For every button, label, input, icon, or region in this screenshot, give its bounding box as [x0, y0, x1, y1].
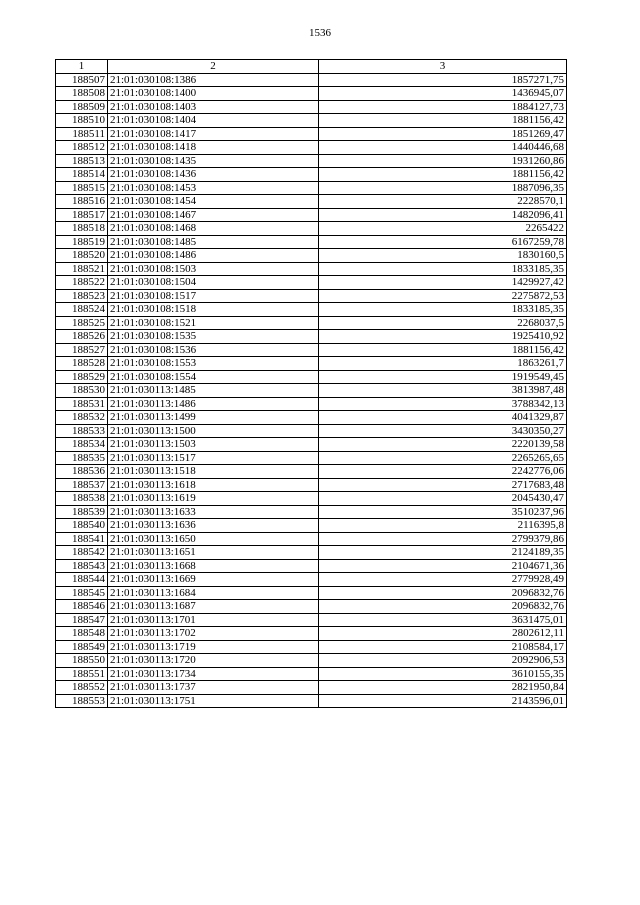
value-cell: 1881156,42 [319, 168, 567, 182]
table-row [56, 505, 567, 519]
row-number-cell: 188514 [56, 168, 108, 182]
row-number-cell: 188522 [56, 276, 108, 290]
row-number-cell: 188532 [56, 411, 108, 425]
table-row [56, 357, 567, 371]
row-number-cell: 188534 [56, 438, 108, 452]
cadastral-number-cell: 21:01:030113:1650 [108, 532, 319, 546]
row-number-cell: 188515 [56, 181, 108, 195]
cadastral-number-cell: 21:01:030108:1404 [108, 114, 319, 128]
cadastral-number-cell: 21:01:030113:1633 [108, 505, 319, 519]
cadastral-number-cell: 21:01:030113:1734 [108, 667, 319, 681]
row-number-cell: 188549 [56, 640, 108, 654]
row-number-cell: 188544 [56, 573, 108, 587]
table-row [56, 208, 567, 222]
table-row [56, 276, 567, 290]
column-header-2: 2 [108, 60, 319, 74]
cadastral-number-cell: 21:01:030113:1702 [108, 627, 319, 641]
cadastral-number-cell: 21:01:030113:1668 [108, 559, 319, 573]
table-row [56, 181, 567, 195]
row-number-cell: 188519 [56, 235, 108, 249]
cadastral-number-cell: 21:01:030108:1435 [108, 154, 319, 168]
value-cell: 2143596,01 [319, 694, 567, 708]
value-cell: 1863261,7 [319, 357, 567, 371]
cadastral-number-cell: 21:01:030113:1669 [108, 573, 319, 587]
row-number-cell: 188530 [56, 384, 108, 398]
table-row [56, 100, 567, 114]
row-number-cell: 188540 [56, 519, 108, 533]
column-header-3: 3 [319, 60, 567, 74]
cadastral-number-cell: 21:01:030108:1535 [108, 330, 319, 344]
cadastral-number-cell: 21:01:030113:1651 [108, 546, 319, 560]
table-row [56, 546, 567, 560]
cadastral-number-cell: 21:01:030108:1403 [108, 100, 319, 114]
row-number-cell: 188526 [56, 330, 108, 344]
registry-table [55, 59, 567, 708]
table-row [56, 249, 567, 263]
value-cell: 1857271,75 [319, 73, 567, 87]
table-row [56, 411, 567, 425]
value-cell: 1440446,68 [319, 141, 567, 155]
value-cell: 2268037,5 [319, 316, 567, 330]
cadastral-number-cell: 21:01:030108:1504 [108, 276, 319, 290]
cadastral-number-cell: 21:01:030113:1503 [108, 438, 319, 452]
table-row [56, 694, 567, 708]
cadastral-number-cell: 21:01:030113:1684 [108, 586, 319, 600]
table-row [56, 424, 567, 438]
table-row [56, 613, 567, 627]
value-cell: 1881156,42 [319, 114, 567, 128]
table-row [56, 478, 567, 492]
value-cell: 1436945,07 [319, 87, 567, 101]
table-row [56, 397, 567, 411]
cadastral-number-cell: 21:01:030108:1400 [108, 87, 319, 101]
table-row [56, 87, 567, 101]
column-header-1: 1 [56, 60, 108, 74]
value-cell: 2092906,53 [319, 654, 567, 668]
row-number-cell: 188546 [56, 600, 108, 614]
cadastral-number-cell: 21:01:030113:1486 [108, 397, 319, 411]
value-cell: 2108584,17 [319, 640, 567, 654]
table-row [56, 289, 567, 303]
row-number-cell: 188547 [56, 613, 108, 627]
table-row [56, 532, 567, 546]
row-number-cell: 188536 [56, 465, 108, 479]
table-row [56, 451, 567, 465]
value-cell: 2242776,06 [319, 465, 567, 479]
cadastral-number-cell: 21:01:030108:1518 [108, 303, 319, 317]
row-number-cell: 188510 [56, 114, 108, 128]
cadastral-number-cell: 21:01:030108:1536 [108, 343, 319, 357]
table-row [56, 141, 567, 155]
row-number-cell: 188511 [56, 127, 108, 141]
row-number-cell: 188551 [56, 667, 108, 681]
row-number-cell: 188543 [56, 559, 108, 573]
table-row [56, 640, 567, 654]
row-number-cell: 188523 [56, 289, 108, 303]
row-number-cell: 188552 [56, 681, 108, 695]
cadastral-number-cell: 21:01:030113:1619 [108, 492, 319, 506]
value-cell: 2265422 [319, 222, 567, 236]
cadastral-number-cell: 21:01:030108:1417 [108, 127, 319, 141]
value-cell: 1925410,92 [319, 330, 567, 344]
row-number-cell: 188516 [56, 195, 108, 209]
row-number-cell: 188521 [56, 262, 108, 276]
table-row [56, 370, 567, 384]
table-row [56, 330, 567, 344]
row-number-cell: 188538 [56, 492, 108, 506]
cadastral-number-cell: 21:01:030113:1517 [108, 451, 319, 465]
row-number-cell: 188541 [56, 532, 108, 546]
cadastral-number-cell: 21:01:030108:1521 [108, 316, 319, 330]
value-cell: 1833185,35 [319, 262, 567, 276]
value-cell: 2124189,35 [319, 546, 567, 560]
value-cell: 2779928,49 [319, 573, 567, 587]
cadastral-number-cell: 21:01:030108:1517 [108, 289, 319, 303]
table-row [56, 168, 567, 182]
row-number-cell: 188512 [56, 141, 108, 155]
table-row [56, 316, 567, 330]
table-row [56, 73, 567, 87]
row-number-cell: 188513 [56, 154, 108, 168]
value-cell: 2275872,53 [319, 289, 567, 303]
table-row [56, 384, 567, 398]
row-number-cell: 188539 [56, 505, 108, 519]
cadastral-number-cell: 21:01:030108:1453 [108, 181, 319, 195]
value-cell: 3610155,35 [319, 667, 567, 681]
row-number-cell: 188550 [56, 654, 108, 668]
table-row [56, 303, 567, 317]
value-cell: 1887096,35 [319, 181, 567, 195]
row-number-cell: 188518 [56, 222, 108, 236]
cadastral-number-cell: 21:01:030113:1720 [108, 654, 319, 668]
value-cell: 2096832,76 [319, 600, 567, 614]
cadastral-number-cell: 21:01:030108:1467 [108, 208, 319, 222]
table-row [56, 667, 567, 681]
table-row [56, 127, 567, 141]
row-number-cell: 188527 [56, 343, 108, 357]
cadastral-number-cell: 21:01:030108:1503 [108, 262, 319, 276]
table-row [56, 586, 567, 600]
cadastral-number-cell: 21:01:030113:1636 [108, 519, 319, 533]
value-cell: 1482096,41 [319, 208, 567, 222]
row-number-cell: 188520 [56, 249, 108, 263]
value-cell: 1830160,5 [319, 249, 567, 263]
value-cell: 3631475,01 [319, 613, 567, 627]
cadastral-number-cell: 21:01:030113:1719 [108, 640, 319, 654]
value-cell: 1851269,47 [319, 127, 567, 141]
cadastral-number-cell: 21:01:030108:1468 [108, 222, 319, 236]
value-cell: 3510237,96 [319, 505, 567, 519]
value-cell: 4041329,87 [319, 411, 567, 425]
cadastral-number-cell: 21:01:030108:1454 [108, 195, 319, 209]
table-row [56, 654, 567, 668]
value-cell: 1429927,42 [319, 276, 567, 290]
table-row [56, 235, 567, 249]
value-cell: 2116395,8 [319, 519, 567, 533]
table-row [56, 627, 567, 641]
table-row [56, 600, 567, 614]
table-row [56, 559, 567, 573]
row-number-cell: 188529 [56, 370, 108, 384]
table-row [56, 465, 567, 479]
table-row [56, 222, 567, 236]
row-number-cell: 188548 [56, 627, 108, 641]
value-cell: 2220139,58 [319, 438, 567, 452]
table-row [56, 681, 567, 695]
value-cell: 2265265,65 [319, 451, 567, 465]
cadastral-number-cell: 21:01:030108:1485 [108, 235, 319, 249]
value-cell: 1881156,42 [319, 343, 567, 357]
table-row [56, 492, 567, 506]
row-number-cell: 188537 [56, 478, 108, 492]
value-cell: 3788342,13 [319, 397, 567, 411]
row-number-cell: 188508 [56, 87, 108, 101]
value-cell: 2802612,11 [319, 627, 567, 641]
value-cell: 1919549,45 [319, 370, 567, 384]
value-cell: 3813987,48 [319, 384, 567, 398]
value-cell: 2104671,36 [319, 559, 567, 573]
value-cell: 1833185,35 [319, 303, 567, 317]
value-cell: 1884127,73 [319, 100, 567, 114]
row-number-cell: 188542 [56, 546, 108, 560]
cadastral-number-cell: 21:01:030113:1618 [108, 478, 319, 492]
row-number-cell: 188533 [56, 424, 108, 438]
table-row [56, 573, 567, 587]
cadastral-number-cell: 21:01:030113:1499 [108, 411, 319, 425]
cadastral-number-cell: 21:01:030113:1687 [108, 600, 319, 614]
table-header [56, 60, 567, 74]
row-number-cell: 188545 [56, 586, 108, 600]
row-number-cell: 188517 [56, 208, 108, 222]
cadastral-number-cell: 21:01:030113:1500 [108, 424, 319, 438]
table-body [56, 73, 567, 708]
value-cell: 2799379,86 [319, 532, 567, 546]
cadastral-number-cell: 21:01:030113:1485 [108, 384, 319, 398]
cadastral-number-cell: 21:01:030108:1418 [108, 141, 319, 155]
header-row [56, 60, 567, 74]
value-cell: 2096832,76 [319, 586, 567, 600]
cadastral-number-cell: 21:01:030108:1554 [108, 370, 319, 384]
row-number-cell: 188531 [56, 397, 108, 411]
page-number: 1536 [309, 27, 331, 39]
row-number-cell: 188553 [56, 694, 108, 708]
table-row [56, 154, 567, 168]
row-number-cell: 188535 [56, 451, 108, 465]
row-number-cell: 188525 [56, 316, 108, 330]
cadastral-number-cell: 21:01:030108:1486 [108, 249, 319, 263]
value-cell: 6167259,78 [319, 235, 567, 249]
row-number-cell: 188507 [56, 73, 108, 87]
row-number-cell: 188509 [56, 100, 108, 114]
value-cell: 1931260,86 [319, 154, 567, 168]
cadastral-number-cell: 21:01:030108:1553 [108, 357, 319, 371]
cadastral-number-cell: 21:01:030113:1737 [108, 681, 319, 695]
cadastral-number-cell: 21:01:030113:1518 [108, 465, 319, 479]
cadastral-number-cell: 21:01:030108:1386 [108, 73, 319, 87]
table-row [56, 195, 567, 209]
row-number-cell: 188524 [56, 303, 108, 317]
table-row [56, 114, 567, 128]
table-row [56, 343, 567, 357]
value-cell: 2717683,48 [319, 478, 567, 492]
table-row [56, 519, 567, 533]
value-cell: 2821950,84 [319, 681, 567, 695]
cadastral-number-cell: 21:01:030113:1751 [108, 694, 319, 708]
value-cell: 3430350,27 [319, 424, 567, 438]
cadastral-number-cell: 21:01:030113:1701 [108, 613, 319, 627]
row-number-cell: 188528 [56, 357, 108, 371]
table-row [56, 438, 567, 452]
table-row [56, 262, 567, 276]
cadastral-number-cell: 21:01:030108:1436 [108, 168, 319, 182]
value-cell: 2228570,1 [319, 195, 567, 209]
value-cell: 2045430,47 [319, 492, 567, 506]
